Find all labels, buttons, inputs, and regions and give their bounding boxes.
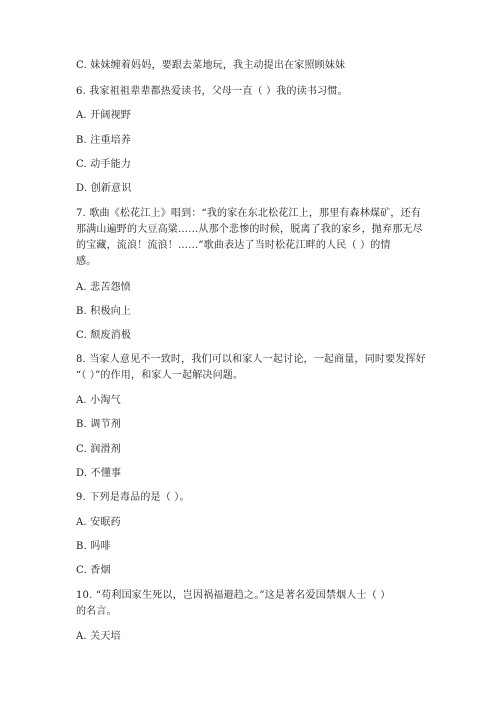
q7-stem-line-3: 的宝藏，流浪！流浪！……”歌曲表达了当时松花江畔的人民（ ）的情 (76, 240, 391, 251)
q6-option-c: C. 动手能力 (76, 159, 132, 170)
q7-stem-line-4: 感。 (76, 256, 97, 267)
q7-option-c: C. 颓废消极 (76, 330, 132, 341)
q10-option-a: A. 关天培 (76, 631, 121, 642)
q9-option-a: A. 安眠药 (76, 517, 121, 528)
q10-stem-line-2: 的名言。 (76, 606, 117, 617)
q8-stem-line-2: “（ ）”的作用，和家人一起解决问题。 (76, 370, 244, 381)
q7-stem-line-2: 那满山遍野的大豆高粱……从那个悲惨的时候，脱离了我的家乡，抛弃那无尽 (76, 224, 423, 235)
q7-option-a: A. 悲苦怨愤 (76, 282, 131, 293)
q9-option-b: B. 吗啡 (76, 541, 111, 552)
q8-stem-line-1: 8. 当家人意见不一致时，我们可以和家人一起讨论，一起商量，同时要发挥好 (76, 354, 426, 365)
q8-option-d: D. 不懂事 (76, 468, 122, 479)
q6-option-d: D. 创新意识 (76, 183, 132, 194)
q5-option-c: C. 妹妹缠着妈妈，要跟去菜地玩，我主动提出在家照顾妹妹 (76, 60, 346, 71)
q6-option-b: B. 注重培养 (76, 135, 132, 146)
q9-option-c: C. 香烟 (76, 565, 111, 576)
q9-stem: 9. 下列是毒品的是（ ）。 (76, 492, 190, 503)
q7-stem-line-1: 7. 歌曲《松花江上》唱到：“我的家在东北松花江上，那里有森林煤矿，还有 (76, 208, 422, 219)
q6-option-a: A. 开阔视野 (76, 110, 131, 121)
q10-stem-line-1: 10. “苟利国家生死以，岂因祸福避趋之。”这是著名爱国禁烟人士（ ） (76, 590, 391, 601)
q6-stem: 6. 我家祖祖辈辈都热爱读书，父母一直（ ）我的读书习惯。 (76, 86, 348, 97)
q8-option-c: C. 润滑剂 (76, 444, 121, 455)
q8-option-a: A. 小淘气 (76, 395, 121, 406)
q7-option-b: B. 积极向上 (76, 306, 132, 317)
q8-option-b: B. 调节剂 (76, 419, 121, 430)
